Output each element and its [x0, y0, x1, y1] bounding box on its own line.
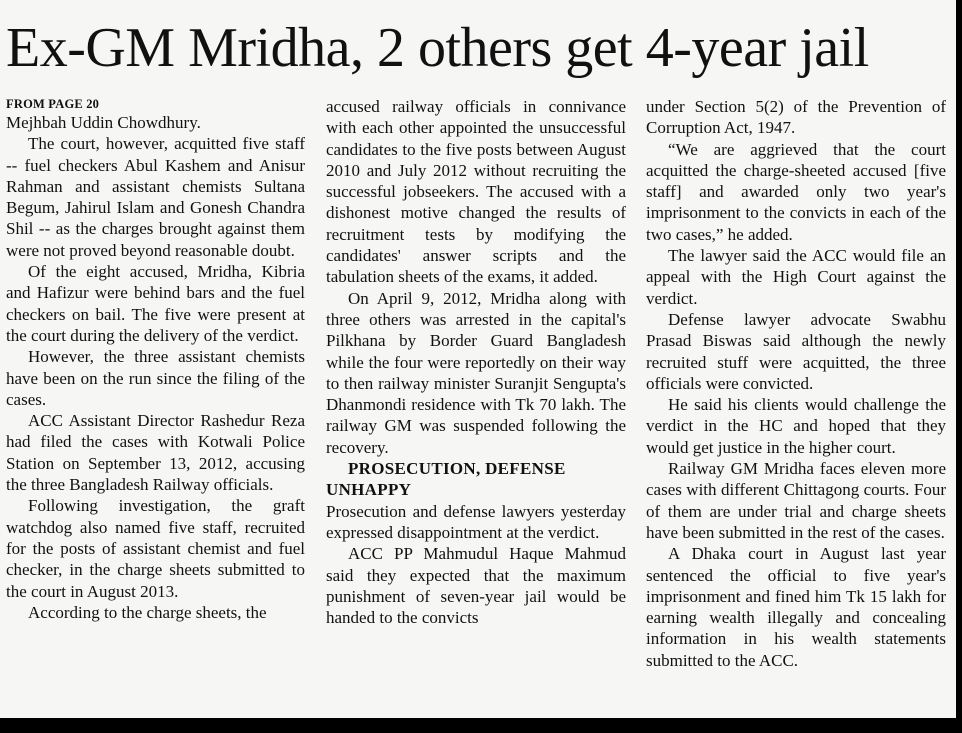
paragraph: Railway GM Mridha faces eleven more cases with different Chittagong courts. Four of them are under trial and charge sheets have been submitted in the rest of the cases.: [646, 459, 946, 542]
paragraph: The court, however, acquitted five staff -- fuel checkers Abul Kashem and Anisur Rahman and assistant chemists Sultana Begum, Jahirul Islam and Gonesh Chandra Shil -- as the charges brought against them were not proved beyond reasonable doubt.: [6, 134, 305, 260]
paragraph: ACC PP Mahmudul Haque Mahmud said they expected that the maximum punishment of seven-year jail would be handed to the convicts: [326, 544, 626, 628]
paragraph: Of the eight accused, Mridha, Kibria and Hafizur were behind bars and the fuel checkers on bail. The five were present at the court during the delivery of the verdict.: [6, 262, 305, 345]
paragraph: According to the charge sheets, the: [28, 602, 267, 622]
paragraph: accused railway officials in connivance with each other appointed the unsuccessful candidates to the five posts between August 2010 and July 2012 without recruiting the successful jobseekers. The accused with a dishonest motive changed the results of recruitment tests by modifying the candidates' answer scripts and the tabulation sheets of the exams, it added.: [326, 97, 626, 287]
paragraph: However, the three assistant chemists have been on the run since the filing of the cases.: [6, 347, 305, 409]
paragraph: Prosecution and defense lawyers yesterday expressed disappointment at the verdict.: [326, 501, 626, 542]
paragraph: ACC Assistant Director Rashedur Reza had filed the cases with Kotwali Police Station on September 13, 2012, accusing the three Bangladesh Railway officials.: [6, 411, 305, 495]
subhead: PROSECUTION, DEFENSE UNHAPPY: [326, 459, 566, 500]
kicker: FROM PAGE 20: [6, 97, 100, 111]
paragraph: under Section 5(2) of the Prevention of Corruption Act, 1947.: [646, 97, 946, 138]
column-2: [326, 96, 626, 718]
paragraph: Defense lawyer advocate Swabhu Prasad Biswas said although the newly recruited stuff were acquitted, the three officials were convicted.: [646, 309, 946, 393]
column-1: [6, 96, 305, 718]
headline: Ex-GM Mridha, 2 others get 4-year jail: [6, 17, 869, 79]
paragraph: On April 9, 2012, Mridha along with three others was arrested in the capital's Pilkhana by Border Guard Bangladesh while the four were reportedly on their way to then railway minister Suranjit Sengupta's Dhanmondi residence with Tk 70 lakh. The railway GM was suspended following the recovery.: [326, 288, 626, 457]
paragraph: The lawyer said the ACC would file an appeal with the High Court against the verdict.: [646, 246, 946, 308]
paragraph: A Dhaka court in August last year sentenced the official to five year's imprisonment and fined him Tk 15 lakh for earning wealth illegally and concealing information in his wealth statements submitted to the ACC.: [646, 544, 946, 670]
paragraph: Mejhbah Uddin Chowdhury.: [6, 113, 201, 132]
paragraph: He said his clients would challenge the verdict in the HC and hoped that they would get justice in the higher court.: [646, 395, 946, 457]
paragraph: Following investigation, the graft watchdog also named five staff, recruited for the posts of assistant chemist and fuel checker, in the charge sheets submitted to the court in August 2013.: [6, 496, 305, 601]
paragraph: “We are aggrieved that the court acquitted the charge-sheeted accused [five staff] and awarded only two year's imprisonment to the convicts in each of the two cases,” he added.: [646, 139, 946, 244]
column-3: [646, 96, 946, 718]
